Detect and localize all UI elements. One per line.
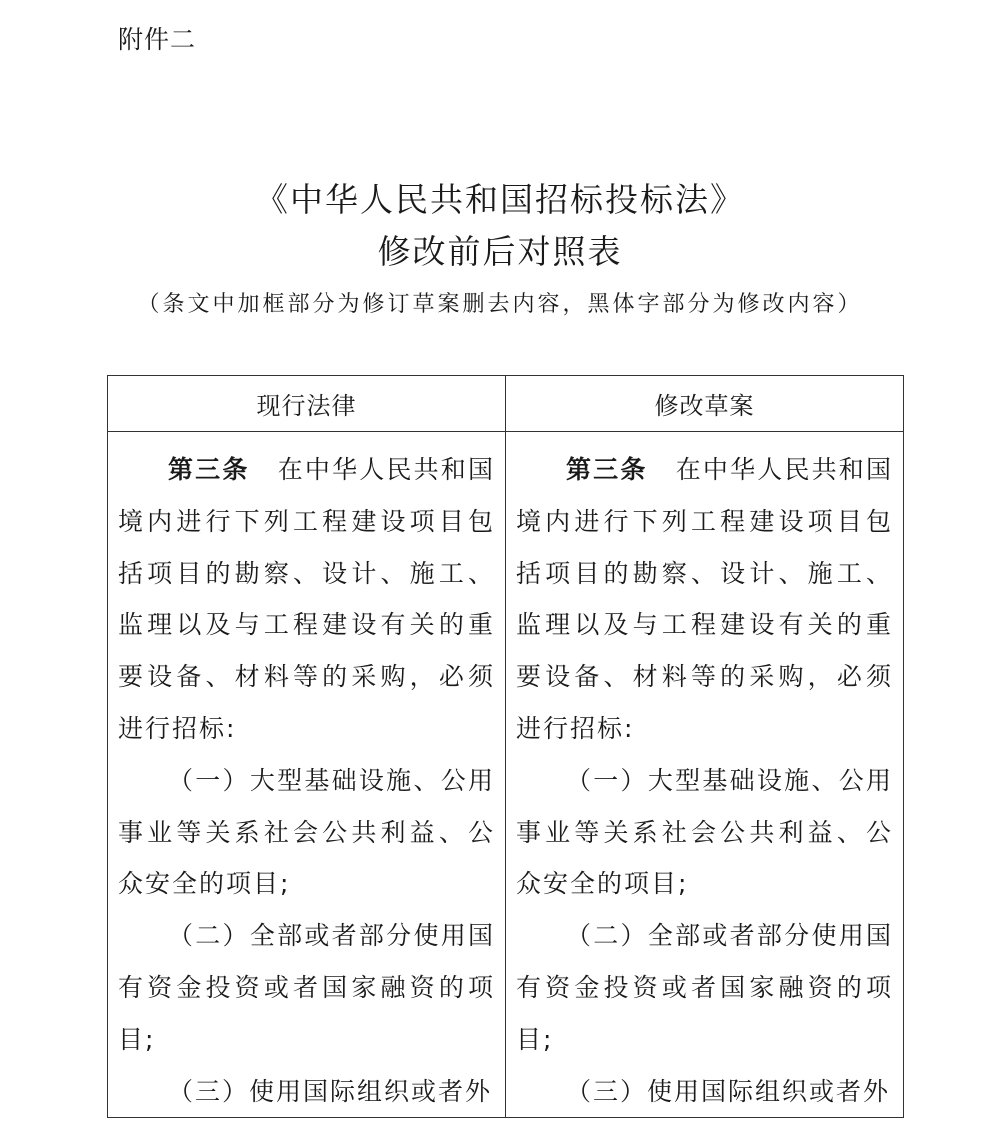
comparison-table xyxy=(107,375,904,1118)
clause-paragraph: （三）使用国际组织或者外 xyxy=(566,1076,891,1106)
clause-paragraph: （一）大型基础设施、公用事业等关系社会公共利益、公众安全的项目; xyxy=(118,765,495,899)
attachment-label: 附件二 xyxy=(118,25,197,54)
article-number: 第三条 xyxy=(168,455,250,484)
header-current-law: 现行法律 xyxy=(108,376,506,432)
table-row xyxy=(108,432,904,1118)
article-paragraph xyxy=(516,444,893,755)
header-draft-amendment: 修改草案 xyxy=(506,376,904,432)
article-text: 在中华人民共和国境内进行下列工程建设项目包括项目的勘察、设计、施工、监理以及与工程建设有关的重要设备、材料等的采购，必须进行招标: xyxy=(516,455,893,743)
article-text: 在中华人民共和国境内进行下列工程建设项目包括项目的勘察、设计、施工、监理以及与工程建设有关的重要设备、材料等的采购，必须进行招标: xyxy=(118,455,495,743)
document-subtitle: 修改前后对照表 xyxy=(377,232,623,271)
draft-amendment-cell xyxy=(506,432,904,1118)
document-title: 《中华人民共和国招标投标法》 xyxy=(255,180,745,219)
clause-paragraph: （三）使用国际组织或者外 xyxy=(168,1076,493,1106)
table-header-row xyxy=(108,376,904,432)
clause-paragraph: （一）大型基础设施、公用事业等关系社会公共利益、公众安全的项目; xyxy=(516,765,893,899)
article-paragraph xyxy=(118,444,495,755)
editing-note: （条文中加框部分为修订草案删去内容，黑体字部分为修改内容） xyxy=(137,292,863,317)
article-number: 第三条 xyxy=(566,455,648,484)
clause-paragraph: （二）全部或者部分使用国有资金投资或者国家融资的项目; xyxy=(118,921,495,1054)
current-law-cell xyxy=(108,432,506,1118)
clause-paragraph: （二）全部或者部分使用国有资金投资或者国家融资的项目; xyxy=(516,921,893,1054)
